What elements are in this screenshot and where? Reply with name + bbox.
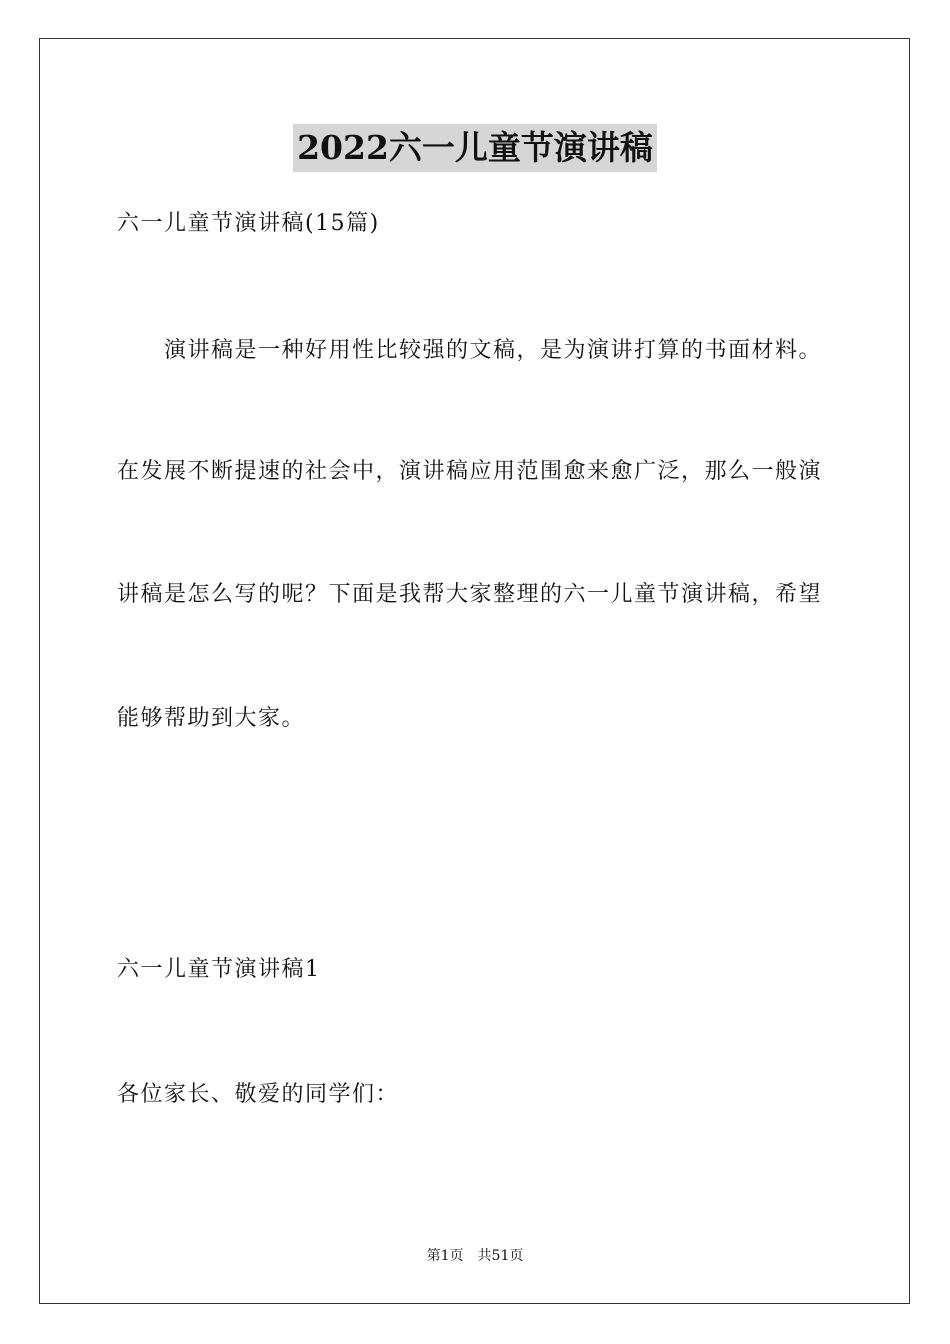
page-number: 第1页	[426, 1248, 464, 1264]
page-total: 共51页	[477, 1248, 524, 1264]
salutation: 各位家长、敬爱的同学们：	[117, 1082, 400, 1107]
intro-paragraph-line: 讲稿是怎么写的呢？下面是我帮大家整理的六一儿童节演讲稿，希望	[117, 582, 823, 607]
document-title: 2022六一儿童节演讲稿	[293, 124, 657, 172]
intro-paragraph-line: 演讲稿是一种好用性比较强的文稿，是为演讲打算的书面材料。	[164, 338, 823, 363]
section-heading: 六一儿童节演讲稿1	[117, 957, 321, 982]
intro-paragraph-line: 在发展不断提速的社会中，演讲稿应用范围愈来愈广泛，那么一般演	[117, 459, 823, 484]
page-footer	[0, 1246, 950, 1266]
document-subtitle: 六一儿童节演讲稿(15篇)	[117, 211, 380, 236]
title-container	[0, 124, 950, 172]
intro-paragraph-line: 能够帮助到大家。	[117, 706, 306, 731]
